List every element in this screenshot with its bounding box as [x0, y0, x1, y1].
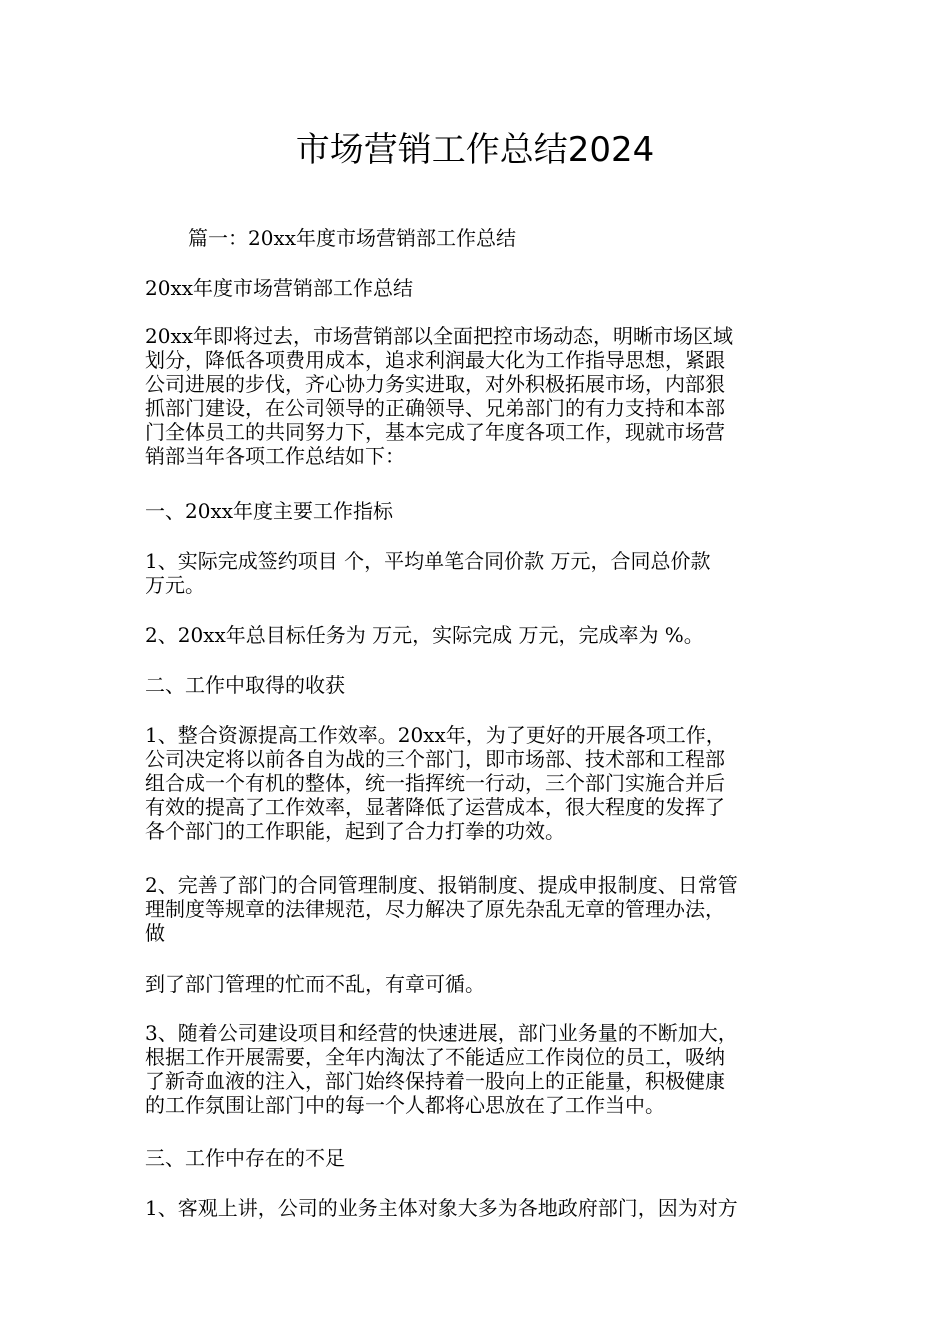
- section-heading-part-one: 篇一：20xx年度市场营销部工作总结: [188, 226, 517, 250]
- gains-item-1: 1、整合资源提高工作效率。20xx年，为了更好的开展各项工作， 公司决定将以前各自为战的三个部门，即市场部、技术部和工程部 组合成一个有机的整体，统一指挥统一行动，三个部门实施合并后 有效的提高了工作效率，显著降低了运营成本，很大程度的发挥了 各个部门的工作职能，起到了合力打拳的功效。: [145, 723, 726, 843]
- indicator-item-1: 1、实际完成签约项目 个，平均单笔合同价款 万元，合同总价款 万元。: [145, 549, 711, 597]
- indicator-item-2: 2、20xx年总目标任务为 万元，实际完成 万元，完成率为 %。: [145, 623, 704, 647]
- report-heading: 20xx年度市场营销部工作总结: [145, 276, 414, 300]
- shortcomings-item-1: 1、客观上讲，公司的业务主体对象大多为各地政府部门，因为对方: [145, 1196, 738, 1220]
- gains-item-3: 3、随着公司建设项目和经营的快速进展，部门业务量的不断加大， 根据工作开展需要，全年内淘汰了不能适应工作岗位的员工，吸纳 了新奇血液的注入，部门始终保持着一股向上的正能量，积极健康 的工作氛围让部门中的每一个人都将心思放在了工作当中。: [145, 1021, 738, 1117]
- section-heading-shortcomings: 三、工作中存在的不足: [145, 1146, 345, 1170]
- section-heading-indicators: 一、20xx年度主要工作指标: [145, 499, 394, 523]
- gains-item-2-continued: 到了部门管理的忙而不乱，有章可循。: [145, 972, 485, 996]
- gains-item-2: 2、完善了部门的合同管理制度、报销制度、提成申报制度、日常管 理制度等规章的法律规范，尽力解决了原先杂乱无章的管理办法， 做: [145, 873, 738, 945]
- section-heading-gains: 二、工作中取得的收获: [145, 673, 345, 697]
- document-title: 市场营销工作总结2024: [295, 130, 655, 170]
- intro-paragraph: 20xx年即将过去，市场营销部以全面把控市场动态，明晰市场区域 划分，降低各项费用成本，追求利润最大化为工作指导思想，紧跟 公司进展的步伐，齐心协力务实进取，对外积极拓展市场，内部狠 抓部门建设，在公司领导的正确领导、兄弟部门的有力支持和本部 门全体员工的共同努力下，基本完成了年度各项工作，现就市场营 销部当年各项工作总结如下：: [145, 324, 734, 468]
